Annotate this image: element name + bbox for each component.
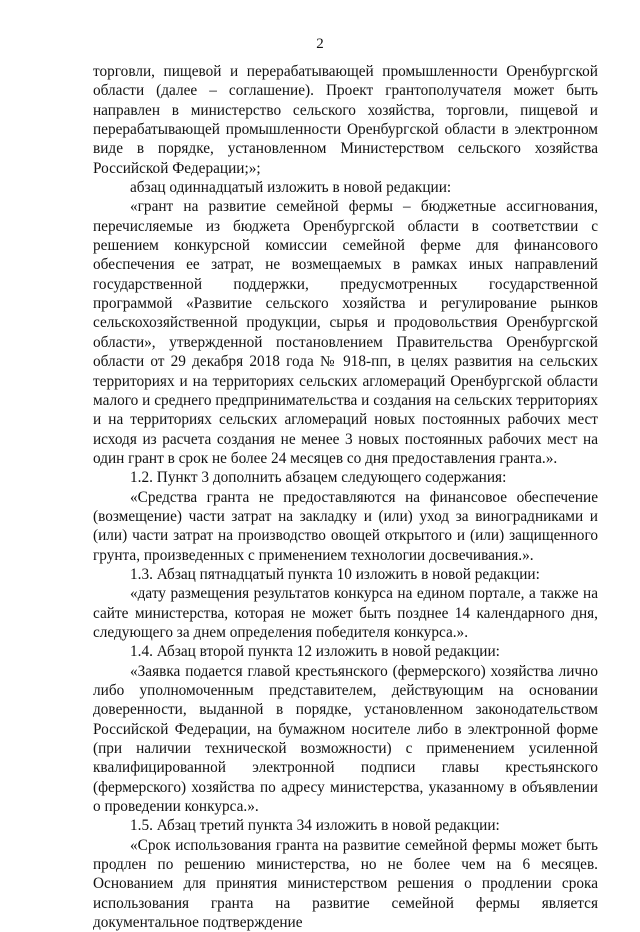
- paragraph-continuation: торговли, пищевой и перерабатывающей промышленности Оренбургской области (далее – соглашение). Проект грантополучателя может быть направлен в министерство сельского хозяйства, торговли, пищевой и перерабатывающей промышленности Оренбургской области в электронном виде в порядке, установленном Министерством сельского хозяйства Российской Федерации;»;: [93, 63, 598, 177]
- paragraph-item-1-5: 1.5. Абзац третий пункта 34 изложить в новой редакции:: [130, 817, 500, 835]
- paragraph-item-1-2: 1.2. Пункт 3 дополнить абзацем следующего содержания:: [130, 469, 507, 487]
- paragraph-item-1-3: 1.3. Абзац пятнадцатый пункта 10 изложить в новой редакции:: [130, 565, 540, 583]
- page-number: 2: [316, 36, 324, 52]
- document-body: [93, 62, 598, 932]
- paragraph-grant-term: «Срок использования гранта на развитие семейной фермы может быть продлен по решению министерства, но не более чем на 6 месяцев. Основанием для принятия министерством решения о продлении срока использования гранта на развитие семейной фермы является документальное подтверждение: [93, 836, 598, 932]
- paragraph-amendment-instruction: абзац одиннадцатый изложить в новой редакции:: [130, 179, 452, 197]
- paragraph-application-submission: «Заявка подается главой крестьянского (фермерского) хозяйства лично либо уполномоченным представителем, действующим на основании доверенности, выданной в порядке, установленном законодательством Российской Федерации, на бумажном носителе либо в электронной форме (при наличии технической возможности) с применением усиленной квалифицированной электронной подписи главы крестьянского (фермерского) хозяйства по адресу министерства, указанному в объявлении о проведении конкурса.».: [93, 662, 598, 816]
- paragraph-results-date: «дату размещения результатов конкурса на едином портале, а также на сайте министерства, которая не может быть позднее 14 календарного дня, следующего за днем определения победителя конкурса.».: [93, 585, 598, 641]
- paragraph-grant-definition: «грант на развитие семейной фермы – бюджетные ассигнования, перечисляемые из бюджета Оренбургской области в соответствии с решением конкурсной комиссии семейной ферме для финансового обеспечения ее затрат, не возмещаемых в рамках иных направлений государственной поддержки, предусмотренных государственной программой «Развитие сельского хозяйства и регулирование рынков сельскохозяйственной продукции, сырья и продовольствия Оренбургской области», утвержденной постановлением Правительства Оренбургской области от 29 декабря 2018 года № 918-пп, в целях развития на сельских территориях и на территориях сельских агломераций Оренбургской области малого и среднего предпринимательства и создания на сельских территориях и на территориях сельских агломераций новых постоянных рабочих мест исходя из расчета создания не менее 3 новых постоянных рабочих мест на один грант в срок не более 24 месяцев со дня предоставления гранта.».: [93, 198, 598, 467]
- paragraph-item-1-4: 1.4. Абзац второй пункта 12 изложить в новой редакции:: [130, 643, 500, 661]
- paragraph-grant-restriction: «Средства гранта не предоставляются на финансовое обеспечение (возмещение) части затрат на закладку и (или) уход за виноградниками и (или) части затрат на производство овощей открытого и (или) защищенного грунта, произведенных с применением технологии досвечивания.».: [93, 488, 598, 564]
